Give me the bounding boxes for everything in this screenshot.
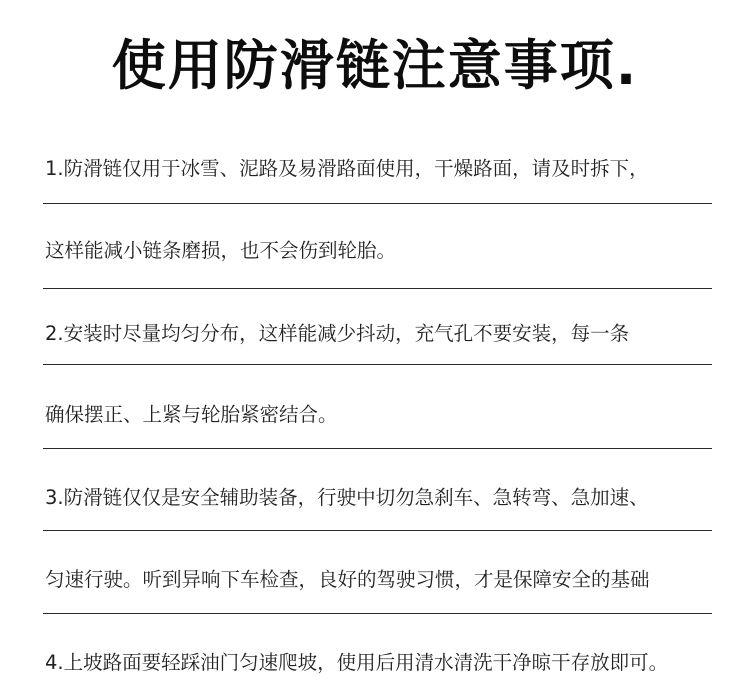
text-line: 2.安装时尽量均匀分布，这样能减少抖动，充气孔不要安装，每一条 [45,322,630,345]
divider [43,203,712,204]
text-line: 这样能减小链条磨损，也不会伤到轮胎。 [45,239,397,262]
divider [43,364,712,365]
text-line: 匀速行驶。听到异响下车检查，良好的驾驶习惯，才是保障安全的基础 [45,568,650,591]
divider [43,613,712,614]
text-line: 4.上坡路面要轻踩油门匀速爬坡，使用后用清水清洗干净晾干存放即可。 [45,651,669,674]
divider [43,288,712,289]
divider [43,448,712,449]
text-line: 3.防滑链仅仅是安全辅助装备，行驶中切勿急刹车、急转弯、急加速、 [45,486,649,509]
divider [43,530,712,531]
page-title: 使用防滑链注意事项. [111,34,639,97]
text-line: 1.防滑链仅用于冰雪、泥路及易滑路面使用，干燥路面，请及时拆下， [45,157,649,180]
text-line: 确保摆正、上紧与轮胎紧密结合。 [45,403,338,426]
